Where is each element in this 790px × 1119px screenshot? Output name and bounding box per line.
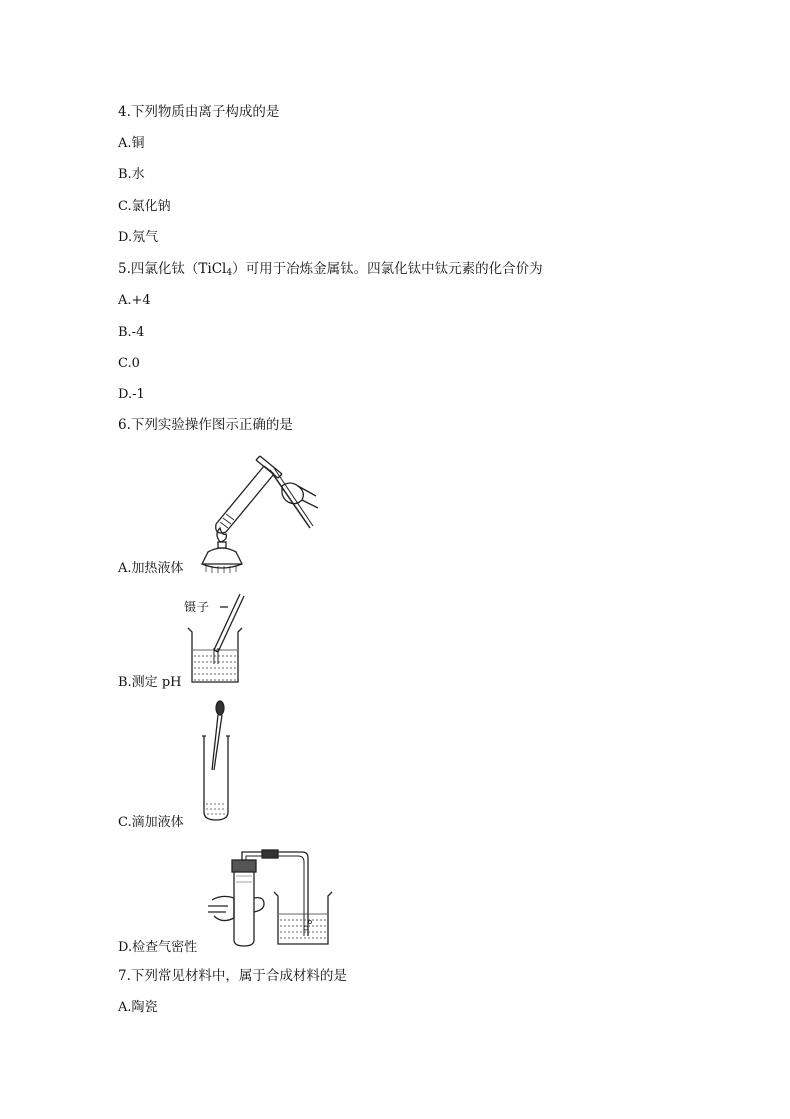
- q5-option-d: D.-1: [118, 387, 145, 402]
- q6-option-c: C.滴加液体: [118, 815, 184, 830]
- q5-stem: [118, 261, 543, 281]
- figure-heating-liquid: [198, 452, 323, 577]
- figure-checking-airtightness: [208, 848, 333, 948]
- q4-stem: 4.下列物质由离子构成的是: [118, 104, 280, 120]
- figure-dropping-liquid: [198, 700, 238, 822]
- q6-stem: 6.下列实验操作图示正确的是: [118, 417, 293, 433]
- q6-option-a: A.加热液体: [118, 561, 184, 576]
- q5-option-b: B.-4: [118, 325, 145, 340]
- q5-stem-subscript: 4: [226, 268, 233, 278]
- q5-stem-after: ）可用于冶炼金属钛。四氯化钛中钛元素的化合价为: [232, 261, 543, 277]
- q4-option-a: A.铜: [118, 136, 145, 151]
- tweezers-label: 镊子: [184, 600, 211, 614]
- figure-measuring-ph: [180, 592, 250, 687]
- q6-option-b: B.测定 pH: [118, 675, 182, 690]
- q4-option-c: C.氯化钠: [118, 199, 171, 214]
- q4-option-b: B.水: [118, 167, 145, 182]
- q5-stem-before: 5.四氯化钛（TiCl: [118, 261, 227, 277]
- q4-option-d: D.氖气: [118, 230, 159, 245]
- q6-option-d: D.检查气密性: [118, 940, 198, 955]
- q7-option-a: A.陶瓷: [118, 1000, 158, 1015]
- q5-option-a: A.+4: [118, 293, 151, 308]
- q5-option-c: C.0: [118, 356, 140, 371]
- q7-stem: 7.下列常见材料中，属于合成材料的是: [118, 968, 347, 984]
